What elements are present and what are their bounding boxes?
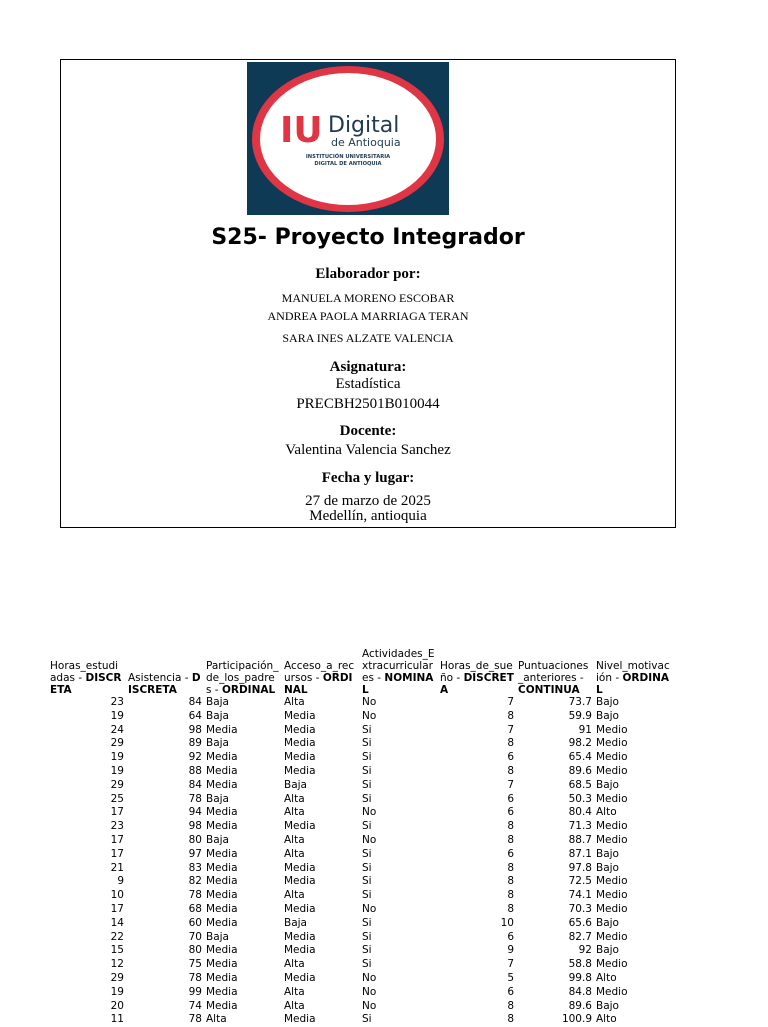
cell-horas-sueno: 8 — [507, 861, 514, 874]
table-row — [48, 1000, 672, 1014]
cell-horas-estudiadas: 20 — [110, 999, 124, 1012]
cell-acceso-recursos: Baja — [284, 916, 307, 929]
table-header-row — [48, 648, 672, 696]
cell-actividades-extracurriculares: Si — [362, 820, 372, 833]
cell-puntuaciones-anteriores: 82.7 — [568, 930, 592, 943]
cell-horas-sueno: 8 — [507, 764, 514, 777]
table-row — [48, 779, 672, 793]
cell-acceso-recursos: Alta — [284, 792, 305, 805]
cell-acceso-recursos: Alta — [284, 696, 305, 708]
cell-puntuaciones-anteriores: 72.5 — [568, 875, 592, 888]
cell-actividades-extracurriculares: No — [362, 999, 377, 1012]
cell-nivel-motivacion: Medio — [596, 902, 628, 915]
cell-participacion-padres: Baja — [206, 930, 229, 943]
cell-actividades-extracurriculares: Si — [362, 889, 372, 902]
cell-nivel-motivacion: Bajo — [596, 847, 619, 860]
cell-horas-estudiadas: 19 — [110, 751, 124, 764]
cell-nivel-motivacion: Bajo — [596, 709, 619, 722]
cell-actividades-extracurriculares: Si — [362, 737, 372, 750]
data-table-container — [48, 648, 748, 1027]
cell-horas-estudiadas: 19 — [110, 985, 124, 998]
cell-actividades-extracurriculares: Si — [362, 916, 372, 929]
cell-asistencia: 75 — [188, 958, 202, 971]
cell-actividades-extracurriculares: Si — [362, 847, 372, 860]
cell-actividades-extracurriculares: No — [362, 902, 377, 915]
cell-horas-estudiadas: 15 — [110, 944, 124, 957]
cell-horas-estudiadas: 12 — [110, 958, 124, 971]
cell-horas-estudiadas: 9 — [117, 875, 124, 888]
cell-nivel-motivacion: Medio — [596, 833, 628, 846]
institution-logo — [247, 62, 449, 215]
cell-participacion-padres: Alta — [206, 1013, 227, 1026]
header-acceso-recursos: Acceso_a_recursos - ORDINAL — [284, 660, 355, 696]
cell-participacion-padres: Media — [206, 847, 238, 860]
cell-actividades-extracurriculares: Si — [362, 792, 372, 805]
cell-participacion-padres: Media — [206, 723, 238, 736]
cell-horas-estudiadas: 17 — [110, 847, 124, 860]
cell-acceso-recursos: Media — [284, 737, 316, 750]
cell-nivel-motivacion: Medio — [596, 792, 628, 805]
cell-horas-sueno: 5 — [507, 971, 514, 984]
cell-horas-estudiadas: 17 — [110, 806, 124, 819]
cell-horas-estudiadas: 29 — [110, 737, 124, 750]
logo-iu-text: IU — [280, 110, 323, 151]
table-row — [48, 958, 672, 972]
cell-asistencia: 84 — [188, 778, 202, 791]
cell-puntuaciones-anteriores: 59.9 — [568, 709, 592, 722]
cell-actividades-extracurriculares: No — [362, 696, 377, 708]
cell-actividades-extracurriculares: Si — [362, 930, 372, 943]
cell-horas-estudiadas: 29 — [110, 971, 124, 984]
cell-horas-estudiadas: 24 — [110, 723, 124, 736]
cell-horas-sueno: 7 — [507, 723, 514, 736]
cell-actividades-extracurriculares: Si — [362, 778, 372, 791]
place-value: Medellín, antioquia — [309, 508, 427, 524]
cell-horas-estudiadas: 10 — [110, 889, 124, 902]
cell-horas-sueno: 8 — [507, 709, 514, 722]
cell-participacion-padres: Baja — [206, 737, 229, 750]
cell-asistencia: 64 — [188, 709, 202, 722]
cell-horas-estudiadas: 29 — [110, 778, 124, 791]
cell-actividades-extracurriculares: Si — [362, 723, 372, 736]
cell-acceso-recursos: Media — [284, 875, 316, 888]
cell-participacion-padres: Media — [206, 820, 238, 833]
cell-participacion-padres: Baja — [206, 696, 229, 708]
cell-puntuaciones-anteriores: 68.5 — [568, 778, 592, 791]
cell-horas-sueno: 8 — [507, 875, 514, 888]
cell-horas-estudiadas: 25 — [110, 792, 124, 805]
cell-horas-sueno: 8 — [507, 737, 514, 750]
cell-puntuaciones-anteriores: 100.9 — [561, 1013, 592, 1026]
cell-asistencia: 82 — [188, 875, 202, 888]
table-row — [48, 1013, 672, 1027]
cell-actividades-extracurriculares: Si — [362, 751, 372, 764]
cell-participacion-padres: Media — [206, 902, 238, 915]
cell-nivel-motivacion: Alto — [596, 806, 617, 819]
author-3: SARA INES ALZATE VALENCIA — [282, 331, 454, 345]
cell-acceso-recursos: Alta — [284, 889, 305, 902]
cell-asistencia: 74 — [188, 999, 202, 1012]
cell-acceso-recursos: Media — [284, 902, 316, 915]
table-row — [48, 820, 672, 834]
header-asistencia: Asistencia - DISCRETA — [128, 672, 201, 696]
cell-nivel-motivacion: Medio — [596, 737, 628, 750]
cell-acceso-recursos: Media — [284, 820, 316, 833]
table-row — [48, 696, 672, 710]
cell-horas-estudiadas: 22 — [110, 930, 124, 943]
cell-asistencia: 78 — [188, 889, 202, 902]
cell-puntuaciones-anteriores: 50.3 — [568, 792, 592, 805]
table-row — [48, 889, 672, 903]
cell-nivel-motivacion: Bajo — [596, 944, 619, 957]
cell-puntuaciones-anteriores: 92 — [578, 944, 592, 957]
cell-acceso-recursos: Media — [284, 723, 316, 736]
cell-participacion-padres: Media — [206, 944, 238, 957]
cell-nivel-motivacion: Medio — [596, 751, 628, 764]
cell-actividades-extracurriculares: No — [362, 833, 377, 846]
cell-puntuaciones-anteriores: 87.1 — [568, 847, 592, 860]
cell-participacion-padres: Media — [206, 916, 238, 929]
cell-acceso-recursos: Media — [284, 944, 316, 957]
cell-nivel-motivacion: Alto — [596, 971, 617, 984]
cell-asistencia: 89 — [188, 737, 202, 750]
cell-acceso-recursos: Alta — [284, 999, 305, 1012]
cell-nivel-motivacion: Medio — [596, 985, 628, 998]
header-horas-estudiadas: Horas_estudiadas - DISCRETA — [50, 660, 122, 696]
student-data-table — [48, 648, 672, 1027]
cell-asistencia: 92 — [188, 751, 202, 764]
cell-asistencia: 80 — [188, 944, 202, 957]
cell-horas-sueno: 7 — [507, 778, 514, 791]
author-2: ANDREA PAOLA MARRIAGA TERAN — [267, 309, 469, 323]
cell-acceso-recursos: Media — [284, 861, 316, 874]
cell-asistencia: 78 — [188, 1013, 202, 1026]
cell-actividades-extracurriculares: Si — [362, 944, 372, 957]
cell-puntuaciones-anteriores: 65.6 — [568, 916, 592, 929]
table-row — [48, 862, 672, 876]
cell-participacion-padres: Media — [206, 861, 238, 874]
cell-acceso-recursos: Media — [284, 930, 316, 943]
cell-puntuaciones-anteriores: 99.8 — [568, 971, 592, 984]
cell-nivel-motivacion: Bajo — [596, 778, 619, 791]
cell-puntuaciones-anteriores: 65.4 — [568, 751, 592, 764]
header-puntuaciones-anteriores: Puntuaciones_anteriores - CONTINUA — [518, 660, 589, 696]
cell-asistencia: 98 — [188, 820, 202, 833]
authors-label: Elaborador por: — [315, 266, 421, 282]
table-row — [48, 931, 672, 945]
table-row — [48, 793, 672, 807]
cell-actividades-extracurriculares: Si — [362, 1013, 372, 1026]
cell-actividades-extracurriculares: No — [362, 985, 377, 998]
cell-asistencia: 98 — [188, 723, 202, 736]
cell-horas-estudiadas: 17 — [110, 833, 124, 846]
subject-name: Estadística — [335, 376, 401, 392]
cell-nivel-motivacion: Alto — [596, 1013, 617, 1026]
cell-asistencia: 97 — [188, 847, 202, 860]
cell-acceso-recursos: Alta — [284, 806, 305, 819]
table-row — [48, 806, 672, 820]
author-1: MANUELA MORENO ESCOBAR — [281, 291, 455, 305]
cell-participacion-padres: Baja — [206, 792, 229, 805]
cell-asistencia: 78 — [188, 792, 202, 805]
date-value: 27 de marzo de 2025 — [305, 493, 431, 509]
cell-actividades-extracurriculares: Si — [362, 764, 372, 777]
cell-participacion-padres: Baja — [206, 709, 229, 722]
cell-horas-estudiadas: 19 — [110, 764, 124, 777]
cell-nivel-motivacion: Medio — [596, 820, 628, 833]
table-row — [48, 986, 672, 1000]
header-participacion-padres: Participación_de_los_padres - ORDINAL — [206, 660, 279, 696]
cell-asistencia: 70 — [188, 930, 202, 943]
header-horas-sueno: Horas_de_sueño - DISCRETA — [440, 660, 514, 696]
cell-nivel-motivacion: Medio — [596, 875, 628, 888]
cell-horas-sueno: 8 — [507, 833, 514, 846]
cell-asistencia: 88 — [188, 764, 202, 777]
logo-line2: DIGITAL DE ANTIOQUIA — [314, 161, 382, 167]
cell-horas-estudiadas: 23 — [110, 696, 124, 708]
cell-participacion-padres: Baja — [206, 833, 229, 846]
teacher-name: Valentina Valencia Sanchez — [285, 442, 451, 458]
cell-actividades-extracurriculares: Si — [362, 875, 372, 888]
cell-asistencia: 60 — [188, 916, 202, 929]
cell-acceso-recursos: Alta — [284, 847, 305, 860]
cell-acceso-recursos: Baja — [284, 778, 307, 791]
cell-puntuaciones-anteriores: 58.8 — [568, 958, 592, 971]
cell-horas-sueno: 10 — [500, 916, 514, 929]
cell-puntuaciones-anteriores: 97.8 — [568, 861, 592, 874]
cell-asistencia: 68 — [188, 902, 202, 915]
table-row — [48, 765, 672, 779]
cell-asistencia: 78 — [188, 971, 202, 984]
table-row — [48, 903, 672, 917]
cell-puntuaciones-anteriores: 89.6 — [568, 999, 592, 1012]
cell-nivel-motivacion: Medio — [596, 889, 628, 902]
cell-nivel-motivacion: Bajo — [596, 696, 619, 708]
cell-horas-sueno: 8 — [507, 902, 514, 915]
cell-nivel-motivacion: Medio — [596, 930, 628, 943]
header-nivel-motivacion: Nivel_motivación - ORDINAL — [596, 660, 670, 696]
cell-puntuaciones-anteriores: 98.2 — [568, 737, 592, 750]
cell-acceso-recursos: Alta — [284, 985, 305, 998]
cell-horas-sueno: 8 — [507, 1013, 514, 1026]
cell-asistencia: 84 — [188, 696, 202, 708]
cell-nivel-motivacion: Bajo — [596, 916, 619, 929]
table-row — [48, 834, 672, 848]
cell-horas-sueno: 9 — [507, 944, 514, 957]
header-actividades-extracurriculares: Actividades_Extracurriculares - NOMINAL — [362, 648, 435, 696]
cell-acceso-recursos: Media — [284, 764, 316, 777]
cell-acceso-recursos: Media — [284, 751, 316, 764]
cell-puntuaciones-anteriores: 71.3 — [568, 820, 592, 833]
cell-puntuaciones-anteriores: 74.1 — [568, 889, 592, 902]
logo-digital-text: Digital — [328, 113, 400, 138]
teacher-label: Docente: — [339, 423, 397, 439]
cell-horas-estudiadas: 23 — [110, 820, 124, 833]
table-row — [48, 972, 672, 986]
cell-horas-sueno: 6 — [507, 751, 514, 764]
cell-participacion-padres: Media — [206, 875, 238, 888]
cell-asistencia: 83 — [188, 861, 202, 874]
cell-actividades-extracurriculares: No — [362, 971, 377, 984]
document-title: S25- Proyecto Integrador — [211, 225, 525, 250]
cell-horas-sueno: 6 — [507, 930, 514, 943]
cell-acceso-recursos: Media — [284, 1013, 316, 1026]
cell-asistencia: 80 — [188, 833, 202, 846]
cell-puntuaciones-anteriores: 73.7 — [568, 696, 592, 708]
cell-nivel-motivacion: Medio — [596, 723, 628, 736]
cell-horas-sueno: 8 — [507, 999, 514, 1012]
date-label: Fecha y lugar: — [321, 470, 415, 486]
cell-horas-sueno: 7 — [507, 958, 514, 971]
cell-horas-estudiadas: 21 — [110, 861, 124, 874]
cover-page — [60, 59, 676, 528]
cell-puntuaciones-anteriores: 91 — [578, 723, 592, 736]
cell-puntuaciones-anteriores: 88.7 — [568, 833, 592, 846]
cell-participacion-padres: Media — [206, 958, 238, 971]
cell-acceso-recursos: Alta — [284, 958, 305, 971]
cell-puntuaciones-anteriores: 80.4 — [568, 806, 592, 819]
cell-horas-sueno: 6 — [507, 985, 514, 998]
cell-acceso-recursos: Media — [284, 709, 316, 722]
cell-participacion-padres: Media — [206, 971, 238, 984]
cell-horas-estudiadas: 19 — [110, 709, 124, 722]
cell-horas-estudiadas: 11 — [110, 1013, 124, 1026]
cell-horas-sueno: 6 — [507, 806, 514, 819]
table-row — [48, 710, 672, 724]
cell-participacion-padres: Media — [206, 985, 238, 998]
logo-sub-text: de Antioquia — [331, 136, 401, 149]
cell-horas-sueno: 6 — [507, 847, 514, 860]
cell-nivel-motivacion: Medio — [596, 764, 628, 777]
logo-graphic — [247, 62, 449, 215]
cell-actividades-extracurriculares: No — [362, 806, 377, 819]
table-row — [48, 737, 672, 751]
cell-participacion-padres: Media — [206, 778, 238, 791]
subject-code: PRECBH2501B010044 — [296, 396, 440, 412]
subject-label: Asignatura: — [329, 359, 407, 375]
cell-acceso-recursos: Alta — [284, 833, 305, 846]
cell-participacion-padres: Media — [206, 999, 238, 1012]
cell-nivel-motivacion: Bajo — [596, 999, 619, 1012]
logo-line1: INSTITUCIÓN UNIVERSITARIA — [305, 154, 391, 160]
cell-nivel-motivacion: Medio — [596, 958, 628, 971]
cell-horas-sueno: 8 — [507, 889, 514, 902]
cell-participacion-padres: Media — [206, 806, 238, 819]
table-row — [48, 848, 672, 862]
cell-actividades-extracurriculares: Si — [362, 861, 372, 874]
cell-horas-sueno: 8 — [507, 820, 514, 833]
table-row — [48, 917, 672, 931]
cell-acceso-recursos: Media — [284, 971, 316, 984]
cell-puntuaciones-anteriores: 89.6 — [568, 764, 592, 777]
cell-horas-estudiadas: 17 — [110, 902, 124, 915]
cell-horas-sueno: 6 — [507, 792, 514, 805]
table-row — [48, 751, 672, 765]
cell-actividades-extracurriculares: No — [362, 709, 377, 722]
cell-participacion-padres: Media — [206, 889, 238, 902]
cell-participacion-padres: Media — [206, 764, 238, 777]
table-row — [48, 875, 672, 889]
cell-actividades-extracurriculares: Si — [362, 958, 372, 971]
table-body — [48, 696, 672, 1027]
table-row — [48, 724, 672, 738]
cell-horas-sueno: 7 — [507, 696, 514, 708]
cell-puntuaciones-anteriores: 70.3 — [568, 902, 592, 915]
cell-participacion-padres: Media — [206, 751, 238, 764]
table-row — [48, 944, 672, 958]
cell-nivel-motivacion: Bajo — [596, 861, 619, 874]
cell-horas-estudiadas: 14 — [110, 916, 124, 929]
cell-puntuaciones-anteriores: 84.8 — [568, 985, 592, 998]
cell-asistencia: 99 — [188, 985, 202, 998]
cell-asistencia: 94 — [188, 806, 202, 819]
